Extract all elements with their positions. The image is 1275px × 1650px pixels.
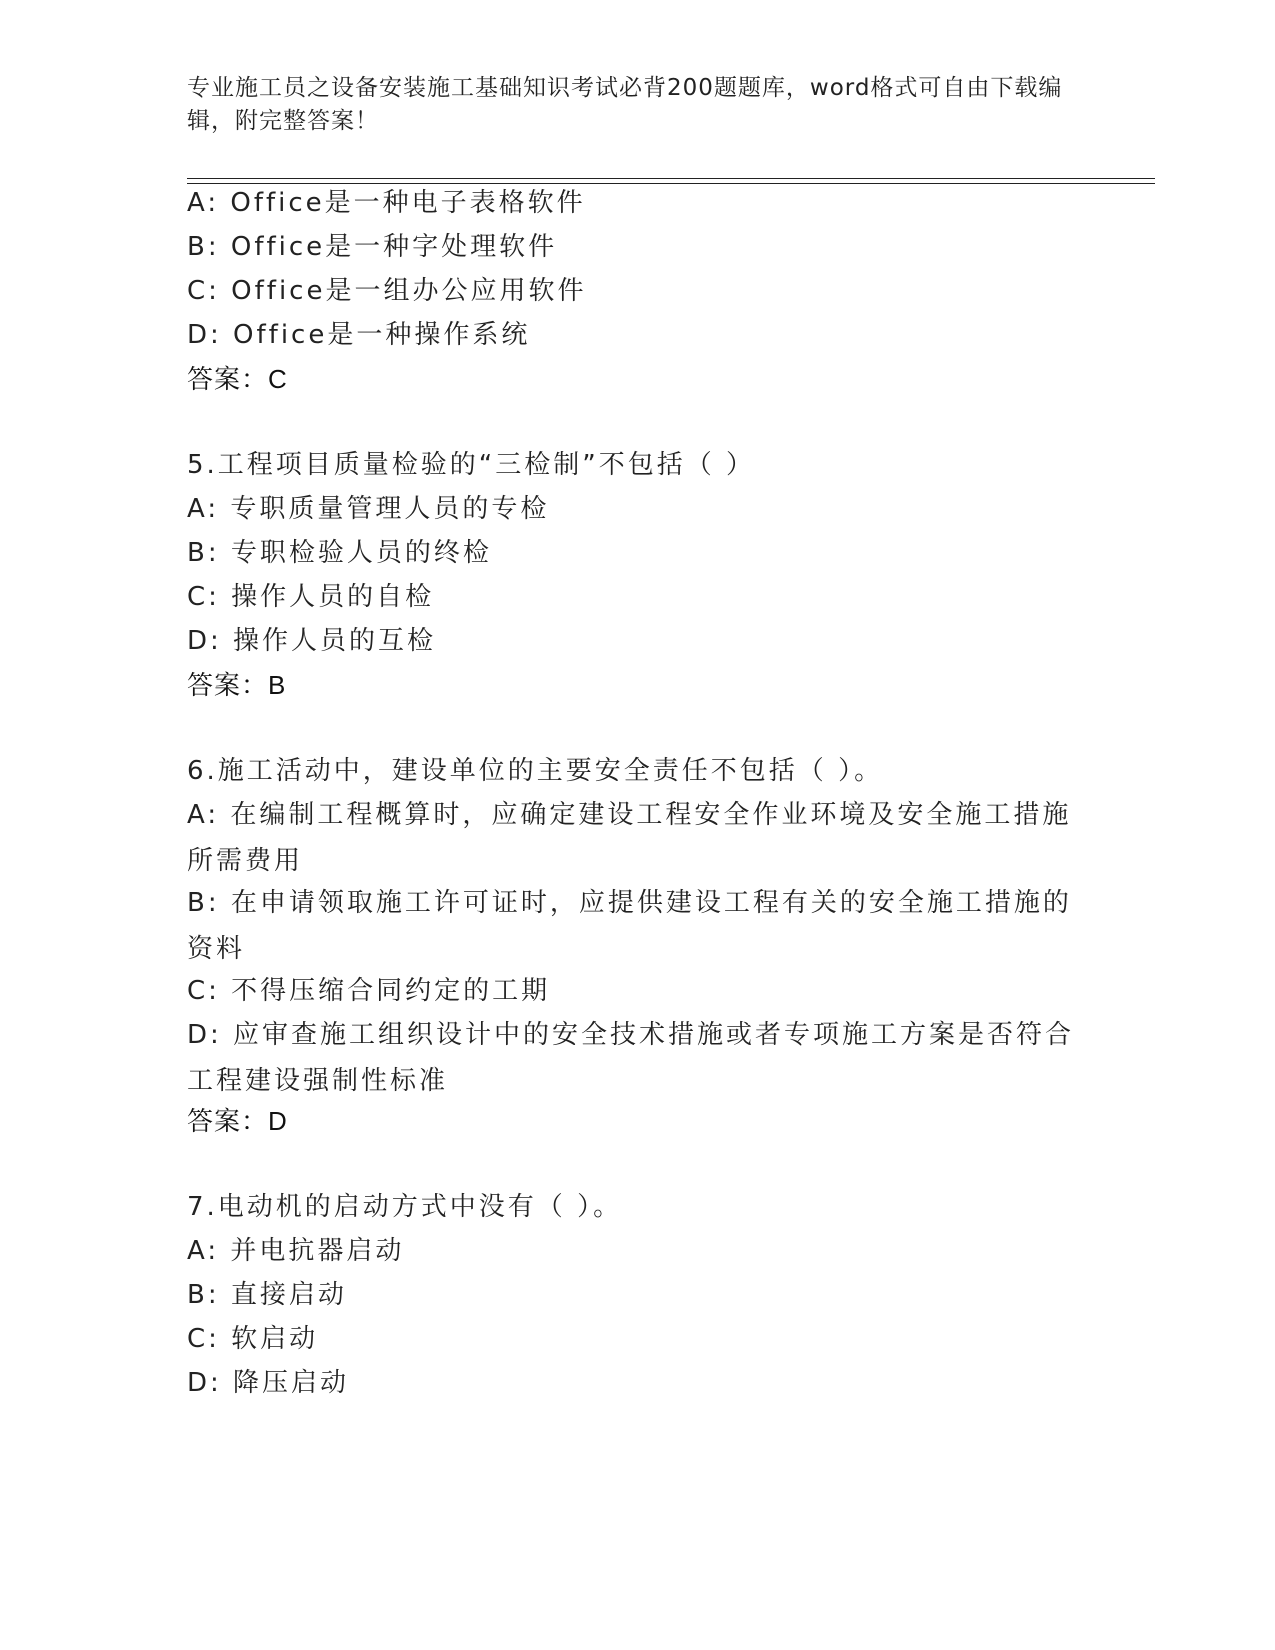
q7-option-b: B: 直接启动 xyxy=(187,1280,347,1310)
q7-option-a: A: 并电抗器启动 xyxy=(187,1236,405,1266)
q5-option-b: B: 专职检验人员的终检 xyxy=(187,538,492,568)
q6-question: 6.施工活动中，建设单位的主要安全责任不包括（ ）。 xyxy=(187,756,884,786)
q4-answer: 答案：C xyxy=(187,364,288,394)
header-rule-top xyxy=(187,178,1155,179)
q7-option-c: C: 软启动 xyxy=(187,1324,319,1354)
q6-option-b: B: 在申请领取施工许可证时，应提供建设工程有关的安全施工措施的资料 xyxy=(187,888,1072,964)
q5-question: 5.工程项目质量检验的“三检制”不包括（ ） xyxy=(187,450,756,480)
q5-answer: 答案：B xyxy=(187,670,287,700)
document-header: 专业施工员之设备安装施工基础知识考试必背200题题库，word格式可自由下载编辑，附完整答案！ xyxy=(187,75,1063,134)
q5-option-d: D: 操作人员的互检 xyxy=(187,626,437,656)
q6-option-d: D: 应审查施工组织设计中的安全技术措施或者专项施工方案是否符合工程建设强制性标准 xyxy=(187,1020,1075,1096)
q4-option-c: C: Office是一组办公应用软件 xyxy=(187,276,587,306)
q4-option-b: B: Office是一种字处理软件 xyxy=(187,232,558,262)
q6-option-a: A: 在编制工程概算时，应确定建设工程安全作业环境及安全施工措施所需费用 xyxy=(187,800,1072,876)
q5-option-c: C: 操作人员的自检 xyxy=(187,582,435,612)
q6-answer: 答案：D xyxy=(187,1106,288,1136)
q4-option-d: D: Office是一种操作系统 xyxy=(187,320,531,350)
q6-option-c: C: 不得压缩合同约定的工期 xyxy=(187,976,551,1006)
q7-option-d: D: 降压启动 xyxy=(187,1368,350,1398)
q4-option-a: A: Office是一种电子表格软件 xyxy=(187,188,586,218)
q5-option-a: A: 专职质量管理人员的专检 xyxy=(187,494,550,524)
q7-question: 7.电动机的启动方式中没有（ ）。 xyxy=(187,1192,623,1222)
